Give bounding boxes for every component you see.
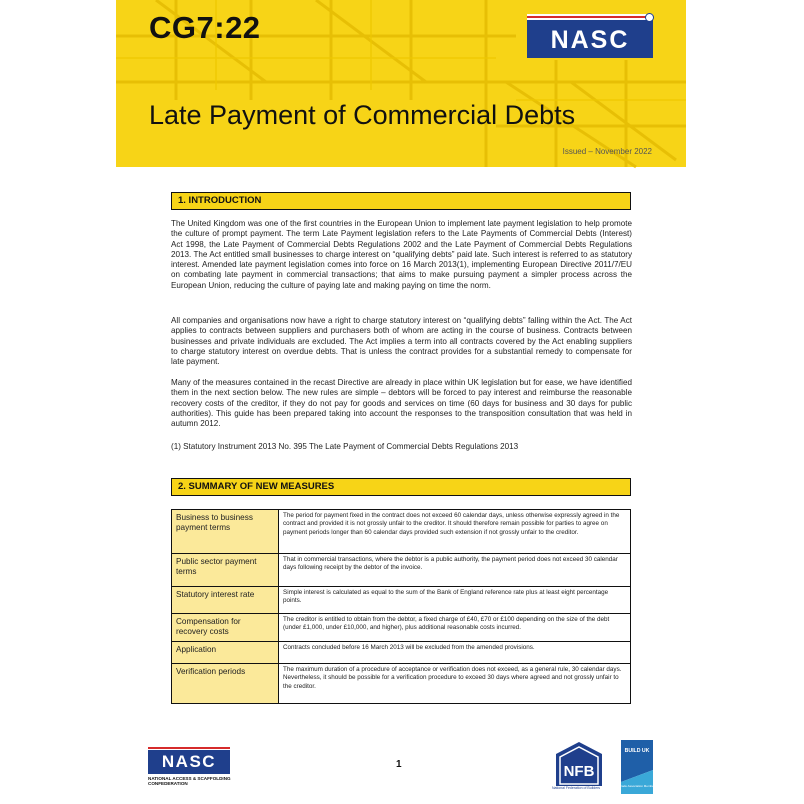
build-uk-logo-text: BUILD UK xyxy=(624,748,650,754)
section-heading-text: 1. INTRODUCTION xyxy=(178,195,262,206)
table-row xyxy=(172,554,631,587)
table-row xyxy=(172,642,631,664)
section-heading-introduction xyxy=(171,192,631,210)
intro-paragraph-3: Many of the measures contained in the recast Directive are already in place within UK legislation but for ease, we have identified them in the next section below. The new rules are simple – debtors will be forced to pay interest and reimburse the reasonable recovery costs of the creditor, if they do not pay for goods and services on time (60 days for business and 30 days for public authorities). This guide has been prepared taking into account the responses to the transposition consultation that was held in autumn 2012. xyxy=(171,378,632,429)
intro-paragraph-1: The United Kingdom was one of the first countries in the European Union to implement late payment legislation to help promote the culture of prompt payment. The term Late Payment legislation refers to the Late Payments of Commercial Debts (Interest) Act 1998, the Late Payment of Commercial Debts Regulations 2002 and the Late Payment of Commercial Debts Regulations 2013. The Act entitled small businesses to charge interest on “qualifying debts” paid late. Such interest is referred to as statutory interest. Amended late payment legislation comes into force on 16 March 2013(1), implementing European Directive 2011/7/EU on combating late payment in commercial transactions; that aims to make pursuing payment a simpler process across the European Union, reducing the culture of paying late and making paying on time the norm. xyxy=(171,219,632,290)
footer-nasc-subtitle: NATIONAL ACCESS & SCAFFOLDING CONFEDERATION xyxy=(148,776,231,787)
summary-table xyxy=(171,509,631,704)
footnote: (1) Statutory Instrument 2013 No. 395 The Late Payment of Commercial Debts Regulations 2013 xyxy=(171,442,519,451)
table-key: Application xyxy=(172,642,279,664)
table-value: The creditor is entitled to obtain from the debtor, a fixed charge of £40, £70 or £100 depending on the size of the debt (under £1,000, under £10,000, and higher), plus additional reasonable costs incurred. xyxy=(279,614,631,642)
table-key: Verification periods xyxy=(172,664,279,704)
logo-stripe xyxy=(148,746,230,750)
table-row xyxy=(172,664,631,704)
nfb-logo xyxy=(552,740,606,786)
section-heading-summary xyxy=(171,478,631,496)
nfb-subtitle: National Federation of Builders xyxy=(552,786,601,790)
issue-date: Issued – November 2022 xyxy=(562,147,652,156)
table-key: Compensation for recovery costs xyxy=(172,614,279,642)
footer-nasc-logo xyxy=(148,746,230,774)
logo-stripe xyxy=(527,14,653,20)
document-code: CG7:22 xyxy=(149,10,261,45)
document-page xyxy=(116,0,686,804)
nfb-logo-text: NFB xyxy=(563,763,595,780)
table-value: Simple interest is calculated as equal to the sum of the Bank of England reference rate plus at least eight percentage points. xyxy=(279,587,631,614)
table-row xyxy=(172,587,631,614)
table-value: The period for payment fixed in the contract does not exceed 60 calendar days, unless otherwise expressly agreed in the contract and provided it is not grossly unfair to the creditor. It should therefore remain possible for parties to agree on payment periods longer than 60 calendar days provided such extension if not grossly unfair to the creditor. xyxy=(279,510,631,554)
footer-nasc-logo-text: NASC xyxy=(161,752,217,771)
build-uk-logo xyxy=(621,740,653,794)
intro-paragraph-2: All companies and organisations now have a right to charge statutory interest on “qualifying debts” falling within the Act. The Act applies to contracts between suppliers and purchasers both of whom are acting in the course of business. Contracts between businesses and private individuals are excluded. The Act implies a term into all contracts covered by the Act enabling suppliers to charge statutory interest on overdue debts. That is unless the contract provides for a substantial remedy to compensate for late payment. xyxy=(171,316,632,367)
build-uk-subtitle: Trade Association Member xyxy=(619,784,655,788)
registered-mark-icon xyxy=(645,13,654,22)
table-value: The maximum duration of a procedure of acceptance or verification does not exceed, as a general rule, 30 calendar days. Nevertheless, it should be possible for a verification procedure to exceed 30 days where agreed and not grossly unfair to the creditor. xyxy=(279,664,631,704)
page-title: Late Payment of Commercial Debts xyxy=(149,100,576,130)
page-number: 1 xyxy=(396,759,402,770)
table-key: Business to business payment terms xyxy=(172,510,279,554)
table-value: That in commercial transactions, where the debtor is a public authority, the payment period does not exceed 30 calendar days following receipt by the debtor of the invoice. xyxy=(279,554,631,587)
table-row xyxy=(172,510,631,554)
header-band xyxy=(116,0,686,167)
nasc-logo-text: NASC xyxy=(550,26,630,54)
table-row xyxy=(172,614,631,642)
nasc-logo xyxy=(527,14,653,58)
section-heading-text: 2. SUMMARY OF NEW MEASURES xyxy=(178,481,335,492)
table-value: Contracts concluded before 16 March 2013 will be excluded from the amended provisions. xyxy=(279,642,631,664)
table-key: Public sector payment terms xyxy=(172,554,279,587)
table-key: Statutory interest rate xyxy=(172,587,279,614)
